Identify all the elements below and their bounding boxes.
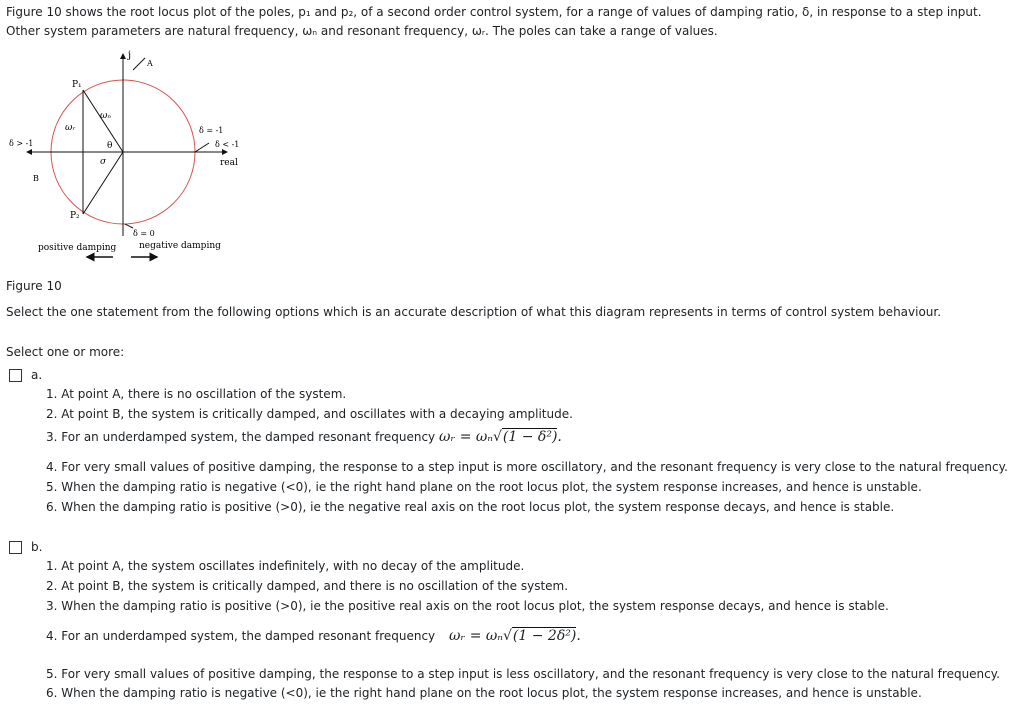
statement: 1. At point A, the system oscillates indefinitely, with no decay of the amplitude. bbox=[46, 559, 525, 573]
label-p2: P₂ bbox=[70, 211, 80, 221]
label-delta-lt-neg1: δ < -1 bbox=[215, 140, 240, 149]
formula-lhs: ωᵣ = ωₙ bbox=[438, 429, 493, 445]
label-delta-0: δ = 0 bbox=[133, 229, 155, 238]
formula-radicand: (1 − 2δ²) bbox=[512, 628, 577, 644]
label-delta-eq-neg1: δ = -1 bbox=[199, 126, 224, 135]
option-a-letter: a. bbox=[31, 368, 43, 382]
formula-lhs: ωᵣ = ωₙ bbox=[448, 628, 503, 644]
delta-neg1-pointer bbox=[195, 143, 209, 152]
root-locus-figure bbox=[5, 46, 251, 269]
option-b-letter: b. bbox=[31, 540, 43, 554]
label-theta: θ bbox=[107, 141, 113, 151]
label-j: j bbox=[128, 50, 132, 61]
label-negative-damping: negative damping bbox=[139, 241, 221, 251]
statement: 6. When the damping ratio is positive (>0), ie the negative real axis on the root locus plot, the system response decays, and hence is stable. bbox=[46, 500, 895, 514]
label-omega-n: ωₙ bbox=[100, 111, 111, 121]
delta0-pointer bbox=[125, 224, 133, 228]
figure-caption: Figure 10 bbox=[6, 279, 62, 293]
statement: 3. When the damping ratio is positive (>0), ie the positive real axis on the root locus plot, the system response decays, and hence is stable. bbox=[46, 599, 889, 613]
statement: 5. For very small values of positive damping, the response to a step input is less oscillatory, and the resonant frequency is very close to the natural frequency. bbox=[46, 667, 1000, 681]
label-real: real bbox=[220, 158, 238, 168]
statement: 5. When the damping ratio is negative (<0), ie the right hand plane on the root locus plot, the system response increases, and hence is unstable. bbox=[46, 480, 922, 494]
statement: 2. At point B, the system is critically damped, and oscillates with a decaying amplitude. bbox=[46, 407, 573, 421]
label-A: A bbox=[147, 59, 153, 68]
formula: ωᵣ = ωₙ√(1 − δ²). bbox=[438, 429, 562, 445]
label-p1: P₁ bbox=[72, 80, 82, 90]
A-pointer bbox=[133, 58, 145, 70]
option-b[interactable] bbox=[9, 540, 42, 554]
statement: 2. At point B, the system is critically damped, and there is no oscillation of the system. bbox=[46, 579, 569, 593]
statement-with-formula bbox=[46, 428, 562, 446]
formula-tail: . bbox=[576, 628, 581, 644]
formula-radicand: (1 − δ²) bbox=[502, 429, 558, 445]
label-sigma: σ bbox=[100, 157, 107, 167]
formula-tail: . bbox=[557, 429, 562, 445]
label-omega-r: ωᵣ bbox=[65, 123, 76, 133]
statement: 6. When the damping ratio is negative (<0), ie the right hand plane on the root locus plot, the system response increases, and hence is unstable. bbox=[46, 686, 922, 700]
root-locus-diagram bbox=[5, 46, 251, 269]
option-a[interactable] bbox=[9, 368, 42, 382]
formula: ωᵣ = ωₙ√(1 − 2δ²). bbox=[448, 628, 581, 644]
option-b-checkbox[interactable] bbox=[9, 541, 22, 554]
question-text: Select the one statement from the following options which is an accurate description of what this diagram represents in terms of control system behaviour. bbox=[6, 305, 942, 319]
statement-with-formula bbox=[46, 627, 581, 645]
option-a-checkbox[interactable] bbox=[9, 369, 22, 382]
statement-text: 4. For an underdamped system, the damped resonant frequency bbox=[46, 629, 436, 643]
statement-text: 3. For an underdamped system, the damped resonant frequency bbox=[46, 430, 436, 444]
omega-n-line bbox=[83, 90, 123, 152]
question-intro: Figure 10 shows the root locus plot of the poles, p₁ and p₂, of a second order control system, for a range of values of damping ratio, δ, in response to a step input. Other system parameters are natural frequency, ωₙ and resonant frequency, ωᵣ. The poles can take a range of values. bbox=[6, 5, 982, 38]
label-B: B bbox=[33, 174, 39, 183]
label-positive-damping: positive damping bbox=[38, 243, 117, 253]
label-delta-gt-1: δ > -1 bbox=[9, 139, 34, 148]
statement: 1. At point A, there is no oscillation of the system. bbox=[46, 387, 347, 401]
select-prompt: Select one or more: bbox=[6, 345, 125, 359]
statement: 4. For very small values of positive damping, the response to a step input is more oscillatory, and the resonant frequency is very close to the natural frequency. bbox=[46, 460, 1008, 474]
